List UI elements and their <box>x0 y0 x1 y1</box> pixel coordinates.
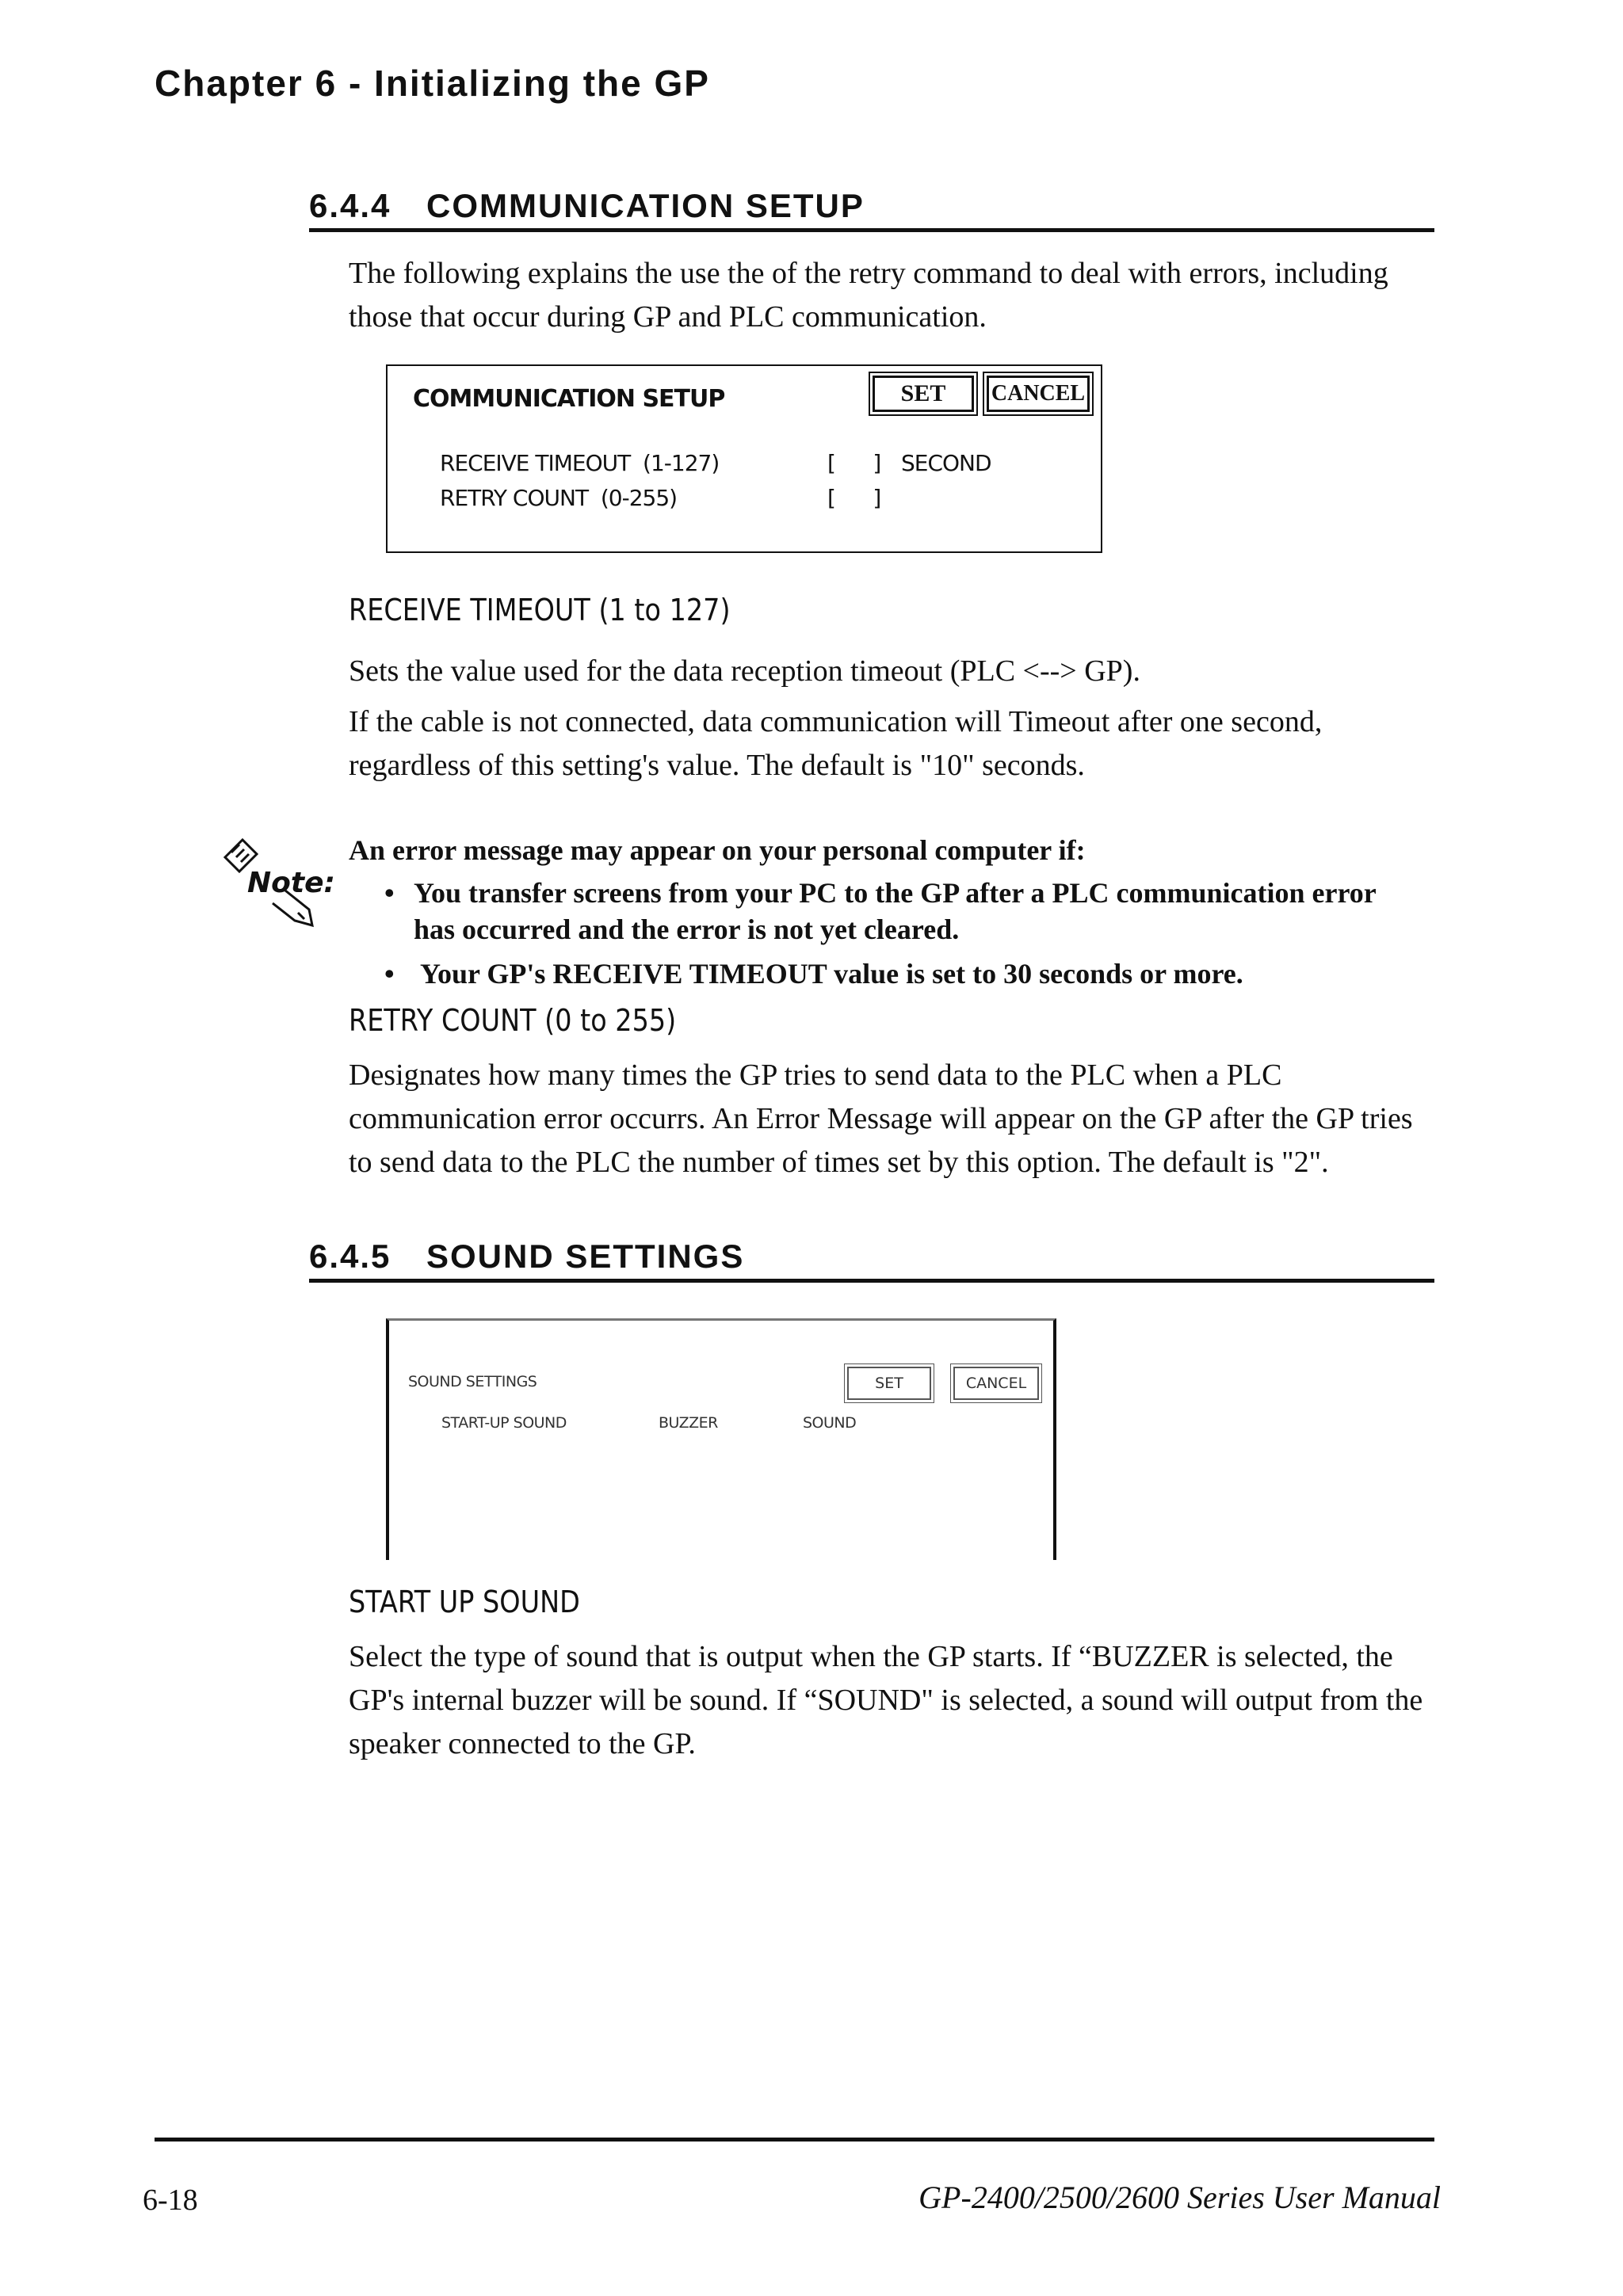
note-bullet-2: Your GP's RECEIVE TIMEOUT value is set to 30 seconds or more. <box>420 958 1243 990</box>
cancel-button[interactable]: CANCEL <box>987 376 1090 412</box>
receive-timeout-paragraph-1: Sets the value used for the data reception timeout (PLC <--> GP). <box>349 654 1140 688</box>
set-button[interactable]: SET <box>873 376 974 412</box>
footer-divider <box>155 2138 1434 2142</box>
section-title: SOUND SETTINGS <box>426 1238 745 1275</box>
retry-count-heading: RETRY COUNT (0 to 255) <box>349 1003 677 1038</box>
receive-timeout-heading: RECEIVE TIMEOUT (1 to 127) <box>349 593 731 627</box>
section-title: COMMUNICATION SETUP <box>426 187 865 224</box>
buzzer-option[interactable]: BUZZER <box>659 1414 718 1432</box>
receive-timeout-unit: SECOND <box>901 450 991 476</box>
note-icon-label: Note: <box>247 867 335 899</box>
chapter-title: Chapter 6 - Initializing the GP <box>155 63 710 104</box>
note-lead: An error message may appear on your personal computer if: <box>349 834 1086 866</box>
note-icon <box>216 833 334 936</box>
retry-count-label: RETRY COUNT (0-255) <box>440 485 678 511</box>
note-bullet-1: You transfer screens from your PC to the GP after a PLC communication error has occurred and the error is not yet cleared. <box>414 877 1377 945</box>
note-bullet-marker: • <box>384 877 395 909</box>
sound-option[interactable]: SOUND <box>803 1414 857 1432</box>
panel-title: SOUND SETTINGS <box>408 1373 537 1390</box>
retry-count-input[interactable]: [ ] <box>827 485 881 511</box>
section-heading-sound-settings <box>309 1238 1434 1283</box>
section-number: 6.4.4 <box>309 187 391 224</box>
startup-sound-label: START-UP SOUND <box>441 1414 567 1432</box>
manual-title: GP-2400/2500/2600 Series User Manual <box>918 2180 1441 2215</box>
panel-title: COMMUNICATION SETUP <box>413 385 725 413</box>
retry-count-paragraph: Designates how many times the GP tries to send data to the PLC when a PLC communication error occurrs. An Error Message will appear on the GP after the GP tries to send data to the PLC the number of times set by this option. The default is "2". <box>349 1058 1413 1179</box>
sound-settings-panel <box>386 1318 1056 1560</box>
communication-setup-panel <box>386 364 1102 553</box>
section-heading-communication-setup <box>309 187 1434 232</box>
start-up-sound-heading: START UP SOUND <box>349 1585 580 1619</box>
set-button[interactable]: SET <box>847 1367 931 1400</box>
communication-intro-paragraph: The following explains the use the of the retry command to deal with errors, including those that occur during GP and PLC communication. <box>349 257 1388 334</box>
receive-timeout-label: RECEIVE TIMEOUT (1-127) <box>440 450 720 476</box>
receive-timeout-paragraph-2: If the cable is not connected, data communication will Timeout after one second, regardless of this setting's value. The default is "10" seconds. <box>349 705 1323 782</box>
receive-timeout-input[interactable]: [ ] <box>827 450 881 476</box>
start-up-sound-paragraph: Select the type of sound that is output when the GP starts. If “BUZZER is selected, the GP's internal buzzer will be sound. If “SOUND" is selected, a sound will output from the speaker connected to the GP. <box>349 1640 1423 1760</box>
page-number: 6-18 <box>143 2183 198 2217</box>
cancel-button[interactable]: CANCEL <box>953 1367 1039 1400</box>
section-number: 6.4.5 <box>309 1238 391 1275</box>
note-bullet-marker: • <box>384 958 395 990</box>
